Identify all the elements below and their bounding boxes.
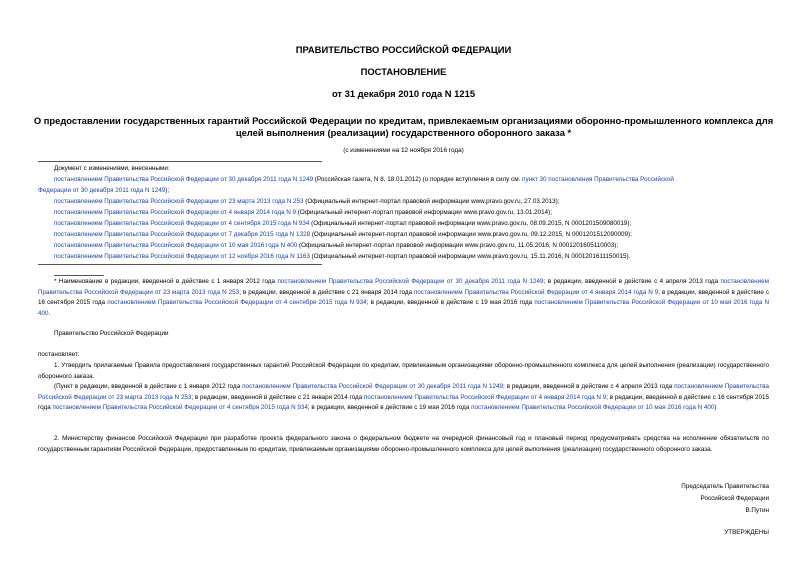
revision-note: (с изменениями на 12 ноября 2016 года) [343, 147, 464, 154]
document-type: ПОСТАНОВЛЕНИЕ [360, 66, 447, 77]
change-item: постановлением Правительства Российской Федерации от 12 ноября 2016 года N 1163 (Официальный интернет-портал правовой информации www.pravo.gov.ru, 15.11.2016, N 0001201611150015). [54, 253, 631, 260]
paragraph-1: 1. Утвердить прилагаемые Правила предоставления государственных гарантий Российской Федерации по кредитам, привлекаемым организациями оборонно-промышленного комплекса для целей выполнения (реализации) государственного оборонного заказа. [38, 362, 769, 380]
paragraph-2: 2. Министерству финансов Российской Федерации при разработке проекта федерального закона о федеральном бюджете на очередной финансовый год и плановый период предусматривать средства на исполнение обязательств по государственным гарантиям Российской Федерации, предоставленным по кредитам, привлекаемым организациями оборонно-промышленного комплекса для целей выполнения (реализации) государственного оборонного заказа. [38, 435, 769, 453]
approved-label: УТВЕРЖДЕНЫ [724, 529, 769, 536]
paragraph-1-note: (Пункт в редакции, введенной в действие с 1 января 2012 года постановлением Правительства Российской Федерации от 30 декабря 2011 года N 1249; в редакции, введенной в действие с 4 апреля 2013 года постановлением Правительства Российской Федерации от 23 марта 2013 года N 253; в редакции, введенной в действие с 21 января 2014 года постановлением Правительства Российской Федерации от 4 января 2014 года N 9; в редакции, введенной в действие с 16 сентября 2015 года постановлением Правительства Российской Федерации от 4 сентября 2015 года N 934; в редакции, введенной в действие с 19 мая 2016 года постановлением Правительства Российской Федерации от 10 мая 2016 года N 400) [38, 383, 769, 412]
change-item: постановлением Правительства Российской Федерации от 30 декабря 2011 года N 1249 (Российская газета, N 8, 18.01.2012) (о порядке вступления в силу см. пункт 30 постановления Правительства Российской [54, 176, 674, 183]
change-item: постановлением Правительства Российской Федерации от 4 сентября 2015 года N 934 (Официальный интернет-портал правовой информации www.pravo.gov.ru, 08.09.2015, N 0001201509080019); [54, 220, 632, 227]
note-link[interactable]: постановлением Правительства Российской Федерации от 30 декабря 2011 года N 1249 [242, 383, 504, 390]
change-link[interactable]: постановлением Правительства Российской Федерации от 7 декабря 2015 года N 1328 [54, 231, 311, 238]
signature-name: В.Путин [745, 507, 769, 514]
government-line: Правительство Российской Федерации [54, 330, 169, 337]
document-title: О предоставлении государственных гарантий Российской Федерации по кредитам, привлекаемым организациями оборонно-промышленного комплекса для целей выполнения (реализации) государственного оборонного заказа * [33, 115, 774, 138]
changes-intro: Документ с изменениями, внесенными: [54, 165, 170, 172]
change-link[interactable]: постановлением Правительства Российской Федерации от 12 ноября 2016 года N 1163 [54, 253, 310, 260]
change-item: постановлением Правительства Российской Федерации от 10 мая 2016 года N 400 (Официальный интернет-портал правовой информации www.pravo.gov.ru, 11.05.2016, N 0001201605110003); [54, 242, 619, 249]
footnote-link[interactable]: постановлением Правительства Российской Федерации от 4 января 2014 года N 9 [414, 288, 659, 296]
change-item: постановлением Правительства Российской Федерации от 7 декабря 2015 года N 1328 (Официальный интернет-портал правовой информации www.pravo.gov.ru, 09.12.2015, N 0001201512090009); [54, 231, 632, 238]
footnote-paragraph: * Наименование в редакции, введенной в действие с 1 января 2012 года постановлением Правительства Российской Федерации от 30 декабря 2011 года N 1249; в редакции, введенной в действие с 4 апреля 2013 года постановлением Правительства Российской Федерации от 23 марта 2013 года N 253; в редакции, введенной в действие с 21 января 2014 года постановлением Правительства Российской Федерации от 4 января 2014 года N 9; в редакции, введенной в действие с 16 сентября 2015 года постановлением Правительства Российской Федерации от 4 сентября 2015 года N 934; в редакции, введенной в действие с 19 мая 2016 года постановлением Правительства Российской Федерации от 10 мая 2016 года N 400. [38, 278, 770, 317]
signature-country: Российской Федерации [700, 495, 769, 502]
footnote-link[interactable]: постановлением Правительства Российской Федерации от 23 марта 2013 года N 253 [38, 278, 769, 296]
divider-top [38, 161, 322, 162]
change-link-point[interactable]: пункт 30 постановления Правительства Российской [522, 176, 674, 183]
footnote-link[interactable]: постановлением Правительства Российской Федерации от 4 сентября 2015 года N 934 [107, 299, 367, 307]
change-item: постановлением Правительства Российской Федерации от 23 марта 2013 года N 253 (Официальный интернет-портал правовой информации www.pravo.gov.ru, 27.03.2013); [54, 198, 560, 205]
footnote-link[interactable]: постановлением Правительства Российской Федерации от 10 мая 2016 года N 400 [38, 299, 770, 317]
document-date-number: от 31 декабря 2010 года N 1215 [331, 88, 476, 99]
note-link[interactable]: постановлением Правительства Российской Федерации от 23 марта 2013 года N 253 [38, 383, 769, 401]
footnote-link[interactable]: постановлением Правительства Российской Федерации от 30 декабря 2011 года N 1249 [277, 278, 544, 285]
note-link[interactable]: постановлением Правительства Российской Федерации от 10 мая 2016 года N 400 [471, 404, 715, 412]
divider-bottom [38, 264, 322, 265]
change-link[interactable]: постановлением Правительства Российской Федерации от 10 мая 2016 года N 400 [54, 242, 298, 249]
government-heading: ПРАВИТЕЛЬСТВО РОССИЙСКОЙ ФЕДЕРАЦИИ [295, 44, 512, 55]
note-link[interactable]: постановлением Правительства Российской Федерации от 4 января 2014 года N 9 [364, 393, 607, 401]
footnote-divider [54, 275, 104, 276]
change-link[interactable]: постановлением Правительства Российской Федерации от 4 января 2014 года N 9 [54, 209, 297, 216]
decrees-line: постановляет: [38, 351, 80, 358]
change-item: постановлением Правительства Российской Федерации от 4 января 2014 года N 9 (Официальный интернет-портал правовой информации www.pravo.gov.ru, 13.01.2014); [54, 209, 553, 216]
change-link[interactable]: постановлением Правительства Российской Федерации от 23 марта 2013 года N 253 [54, 198, 304, 205]
change-link[interactable]: постановлением Правительства Российской Федерации от 30 декабря 2011 года N 1249 [54, 176, 314, 183]
change-link[interactable]: постановлением Правительства Российской Федерации от 4 сентября 2015 года N 934 [54, 220, 310, 227]
note-link[interactable]: постановлением Правительства Российской Федерации от 4 сентября 2015 года N 934 [52, 404, 308, 412]
signature-title: Председатель Правительства [681, 483, 769, 490]
change-link[interactable]: Федерации от 30 декабря 2011 года N 1249 [38, 187, 166, 194]
change-item-continuation: Федерации от 30 декабря 2011 года N 1249); [38, 187, 170, 194]
